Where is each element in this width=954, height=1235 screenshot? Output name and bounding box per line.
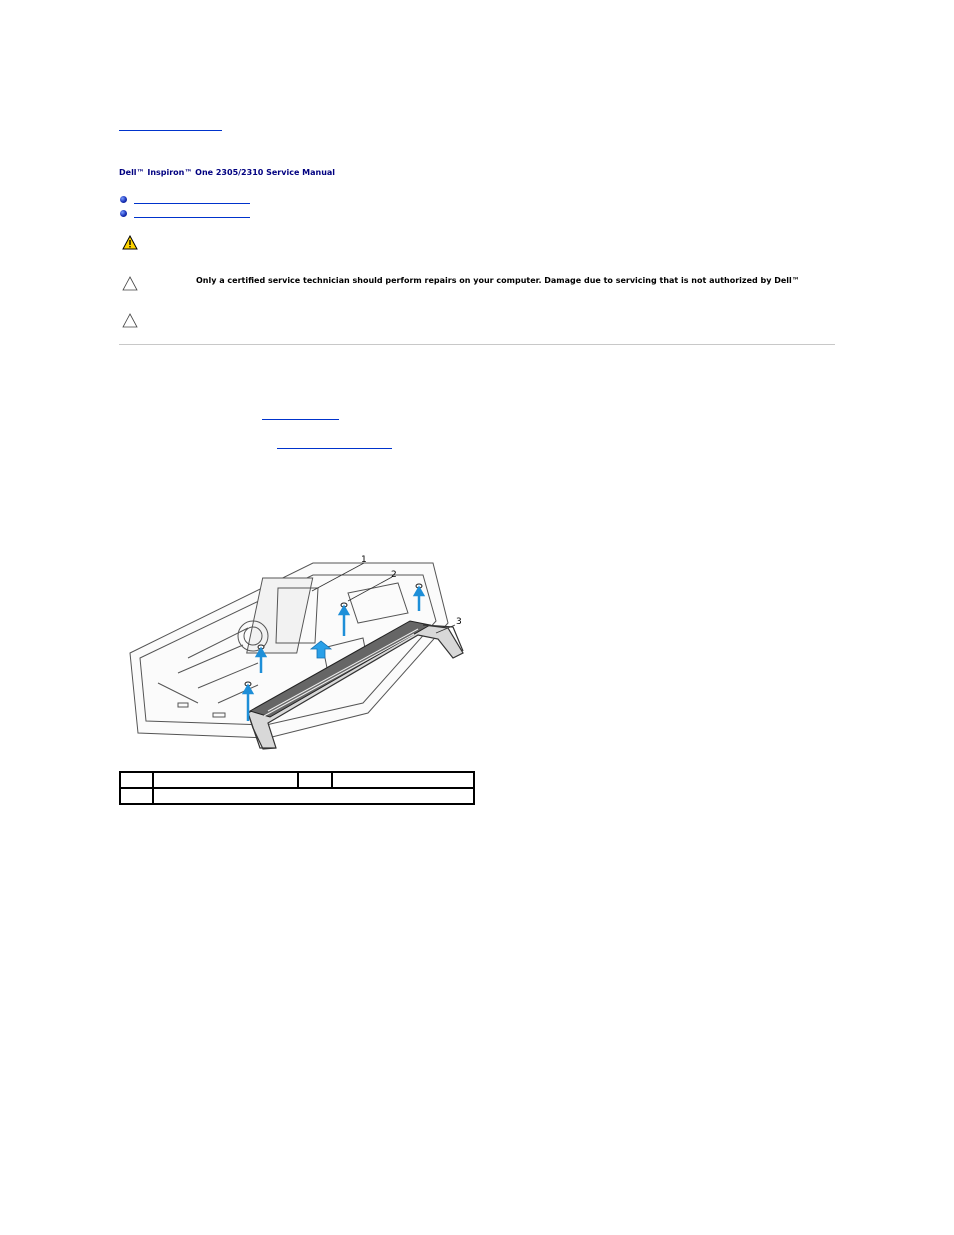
section-divider <box>119 344 835 345</box>
table-cell <box>153 788 474 804</box>
table-cell <box>298 772 332 788</box>
bullet-icon <box>120 196 127 203</box>
table-row <box>120 788 474 804</box>
caution-triangle-icon <box>122 313 138 328</box>
table-cell <box>120 772 153 788</box>
bullet-icon <box>120 210 127 217</box>
manual-title: Dell™ Inspiron™ One 2305/2310 Service Manual <box>119 168 336 177</box>
procedure-link-1[interactable] <box>262 419 339 420</box>
callout-2: 2 <box>391 570 397 580</box>
table-cell <box>120 788 153 804</box>
table-row <box>120 772 474 788</box>
callout-1: 1 <box>361 555 367 565</box>
section-link-replacing[interactable] <box>134 217 250 218</box>
table-cell <box>153 772 298 788</box>
callout-legend-table <box>119 771 475 805</box>
table-cell <box>332 772 474 788</box>
callout-3: 3 <box>456 617 462 627</box>
caution-triangle-icon <box>122 276 138 291</box>
io-cover-removal-illustration <box>118 553 478 758</box>
back-to-contents-link[interactable] <box>119 130 222 131</box>
warning-triangle-icon <box>122 235 138 250</box>
caution-text: Only a certified service technician should perform repairs on your computer. Damage due to servicing that is not authorized by Dell™ <box>196 276 800 285</box>
section-link-removing[interactable] <box>134 203 250 204</box>
procedure-link-2[interactable] <box>277 448 392 449</box>
